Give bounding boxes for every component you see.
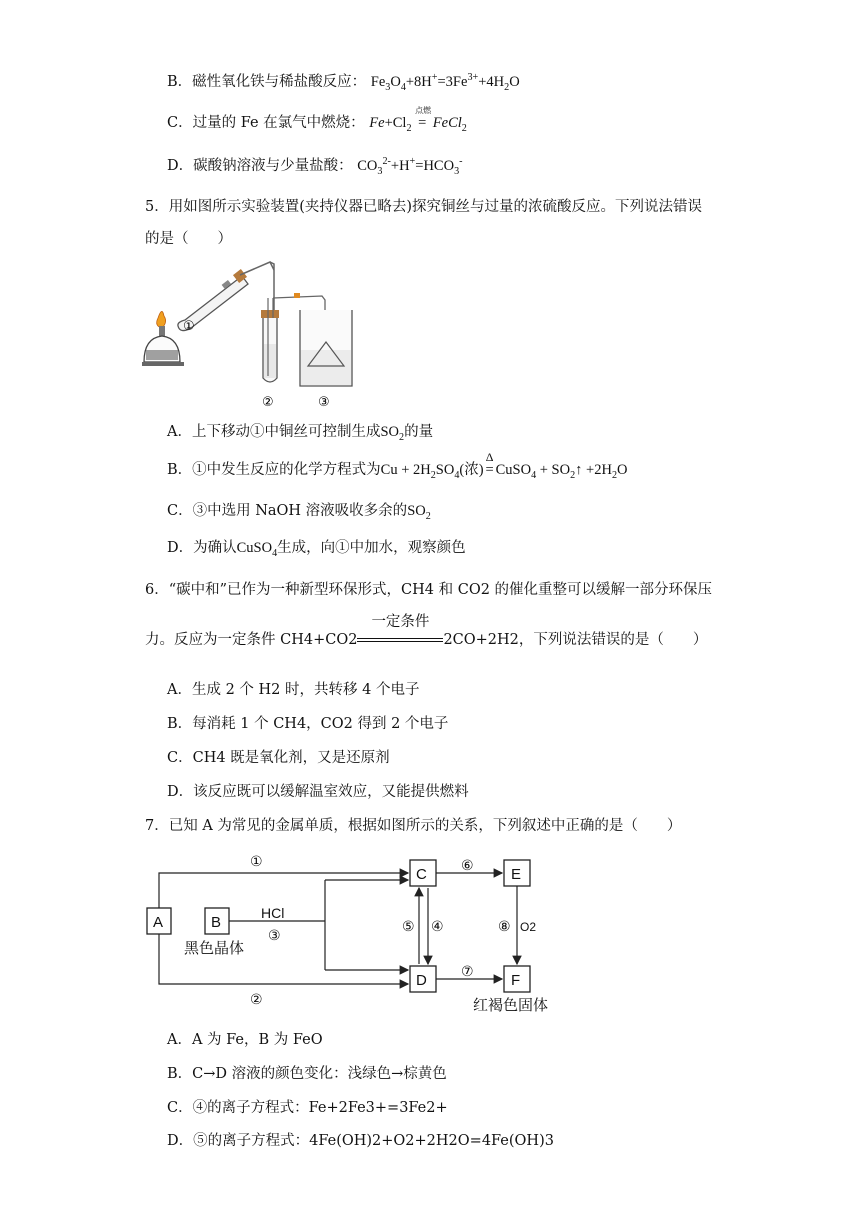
arrow-a-c: [159, 873, 408, 908]
q6-condition: 一定条件: [371, 614, 430, 630]
q6-option-b: B．每消耗 1 个 CH4，CO2 得到 2 个电子: [167, 716, 449, 732]
step-6-label: ⑥: [461, 857, 474, 873]
q5-option-a-post: 的量: [404, 424, 434, 440]
q5-option-a: A．上下移动①中铜丝可控制生成$SO_2$的量: [167, 424, 434, 443]
step-5-label: ⑤: [402, 918, 415, 934]
q5-option-c-pre: C．③中选用 NaOH 溶液吸收多余的: [167, 503, 408, 519]
q5-option-b-dense: 浓: [464, 462, 479, 478]
step-1-label: ①: [250, 853, 263, 869]
q6-stem-post: 2CO+2H2，下列说法错误的是（ ）: [443, 632, 708, 648]
q4-option-c-label: C．过量的 Fe 在氯气中燃烧：: [167, 115, 365, 131]
q4-option-d-label: D．碳酸钠溶液与少量盐酸：: [167, 158, 353, 174]
q5-option-b-pre: B．①中发生反应的化学方程式为: [167, 462, 381, 478]
step-4-label: ④: [431, 918, 444, 934]
q5-option-d-pre: D．为确认: [167, 540, 237, 556]
label-circle-2: ②: [262, 394, 274, 409]
q6-option-d: D．该反应既可以缓解温室效应，又能提供燃料: [167, 784, 469, 800]
q7-option-b: B．C→D 溶液的颜色变化：浅绿色→棕黄色: [167, 1066, 447, 1082]
node-f-label: F: [511, 972, 521, 989]
o2-label: O2: [520, 920, 537, 934]
b-note: 黑色晶体: [184, 940, 245, 957]
q6-option-a: A．生成 2 个 H2 时，共转移 4 个电子: [167, 682, 420, 698]
q5-stem-line1: 5．用如图所示实验装置(夹持仪器已略去)探究铜丝与过量的浓硫酸反应。下列说法错误: [145, 199, 703, 215]
q4-option-b-equation: $Fe_3O_4+8H^+=3Fe^{3+}+4H_2O$: [370, 72, 520, 93]
step-8-label: ⑧: [498, 918, 511, 934]
q5-option-d: D．为确认CuSO$_4$生成，向①中加水，观察颜色: [167, 540, 466, 559]
q5-option-b: B．①中发生反应的化学方程式为$Cu + 2H_2SO_4$(浓) Δ = CuSO$_4$ + $SO_2↑ +2H_2O$: [167, 460, 627, 480]
q6-stem-line2: [145, 614, 708, 650]
q5-option-a-pre: A．上下移动①中铜丝可控制生成: [167, 424, 381, 440]
node-e-label: E: [511, 866, 522, 883]
node-d-label: D: [416, 972, 427, 989]
node-b-label: B: [211, 914, 222, 931]
f-note: 红褐色固体: [473, 997, 549, 1014]
q4-option-c: [167, 106, 467, 134]
alcohol-lamp: [142, 311, 184, 366]
q6-option-c: C．CH4 既是氧化剂，又是还原剂: [167, 750, 390, 766]
node-c-label: C: [416, 866, 427, 883]
step-2-label: ②: [250, 991, 263, 1007]
label-circle-3: ③: [318, 394, 330, 409]
q4-option-c-equation: $Fe+Cl_2$ 点燃 = FeCl$_2$: [369, 115, 467, 131]
step-7-label: ⑦: [461, 963, 474, 979]
q7-option-a: A．A 为 Fe，B 为 FeO: [167, 1032, 323, 1048]
q4-option-d: [167, 156, 463, 176]
label-circle-1: ①: [183, 318, 195, 333]
q4-option-c-condition: 点燃: [415, 106, 432, 115]
q5-option-b-condition: Δ: [485, 450, 494, 464]
q5-stem-line2: 的是（ ）: [145, 231, 232, 247]
q6-stem-line1: 6．“碳中和”已作为一种新型环保形式，CH4 和 CO2 的催化重整可以缓解一部分环保压: [145, 582, 713, 598]
q5-option-d-post: 生成，向①中加水，观察颜色: [277, 540, 466, 556]
q7-stem: 7．已知 A 为常见的金属单质，根据如图所示的关系，下列叙述中正确的是（ ）: [145, 818, 682, 834]
q5-option-c: C．③中选用 NaOH 溶液吸收多余的$SO_2$: [167, 503, 431, 522]
q4-option-b: [167, 72, 520, 92]
reagent-hcl: HCl: [261, 905, 285, 921]
q6-stem-pre: 力。反应为一定条件 CH4+CO2: [145, 632, 358, 648]
step-3-label: ③: [268, 927, 281, 943]
q5-apparatus-figure: [140, 258, 380, 410]
q7-option-d: D．⑤的离子方程式：4Fe(OH)2+O2+2H2O=4Fe(OH)3: [167, 1133, 554, 1149]
q7-option-c: C．④的离子方程式：Fe+2Fe3+=3Fe2+: [167, 1100, 448, 1116]
node-a-label: A: [153, 914, 164, 931]
q7-relation-diagram: [140, 846, 580, 1018]
q4-option-b-label: B．磁性氧化铁与稀盐酸反应：: [167, 74, 367, 90]
beaker: [300, 310, 352, 386]
q4-option-d-equation: $CO_3^{2-}+H^+=HCO_3^-$: [357, 156, 463, 177]
